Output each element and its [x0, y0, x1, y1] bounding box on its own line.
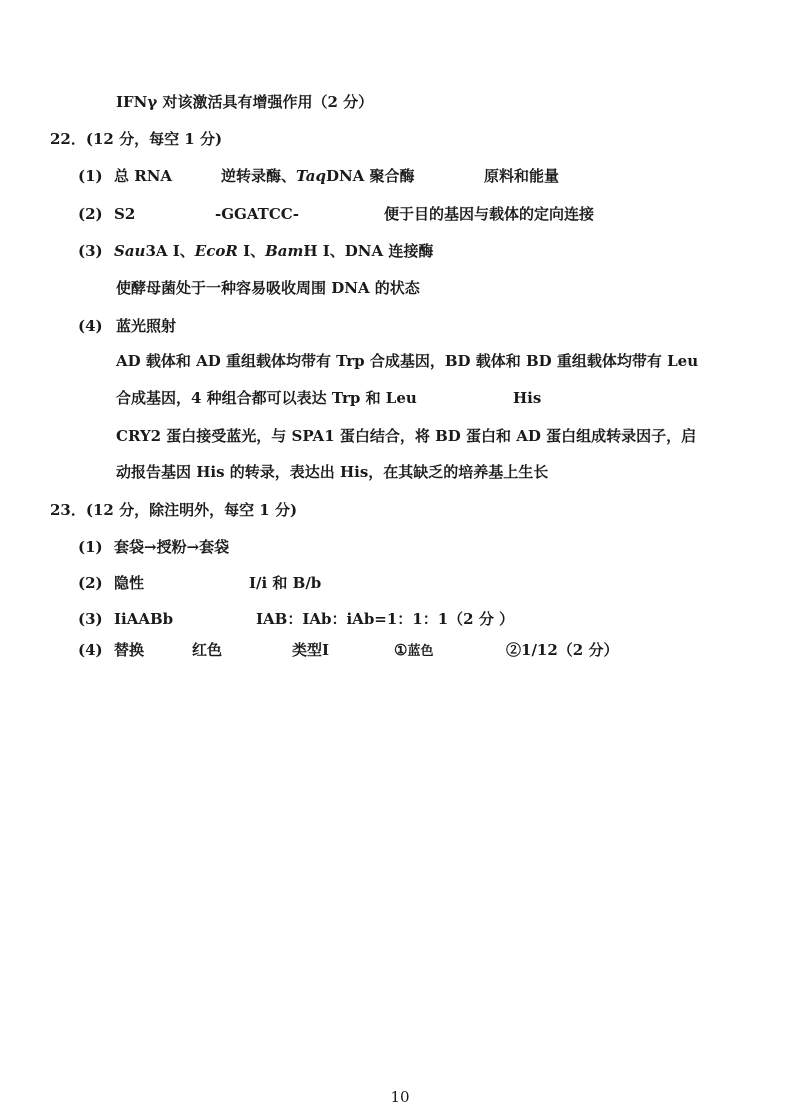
q22-p1-answer-c [484, 166, 559, 186]
q23-p4-answer-b [192, 640, 222, 660]
q22-p2-answer-c [384, 204, 594, 224]
q22-header [50, 129, 222, 149]
q23-p3-b-text: IAB：IAb：iAb=1：1：1（2 分 ） [256, 610, 515, 628]
q22-p4-line5 [116, 462, 548, 482]
q22-p4-line2-text: AD 载体和 AD 重组载体均带有 Trp 合成基因，BD 载体和 BD 重组载体均带有 Leu [116, 352, 699, 370]
q23-p4-c-text: 类型I [292, 641, 330, 659]
q23-p4-e-text: 1/12（2 分） [521, 641, 619, 659]
q22-p1-a-text: 总 RNA [114, 167, 173, 185]
q22-p3-enzyme-ecor-suffix: I、 [237, 242, 266, 260]
q23-p4-a-text: 替换 [114, 641, 145, 659]
q22-p2-label-text: (2) [78, 205, 103, 223]
q22-p1-label-text: (1) [78, 167, 103, 185]
q22-p4-line3-text: 合成基因，4 种组合都可以表达 Trp 和 Leu [116, 389, 417, 407]
q23-p4-answer-c [292, 640, 329, 660]
q23-p1-label [78, 537, 103, 557]
q23-p3-answer-b [256, 609, 514, 629]
q23-p1-label-text: (1) [78, 538, 103, 556]
q23-p2-a-text: 隐性 [114, 574, 145, 592]
q23-header-text: 23．(12 分，除注明外，每空 1 分) [50, 501, 298, 519]
q23-p2-answer-b [249, 573, 321, 593]
q22-p2-c-text: 便于目的基因与载体的定向连接 [384, 205, 595, 223]
q22-p4-a-text: 蓝光照射 [116, 317, 177, 335]
q23-p4-label [78, 640, 103, 660]
q22-p1-b-post: DNA 聚合酶 [325, 167, 415, 185]
q23-p4-answer-e [506, 640, 618, 660]
q22-p2-answer-b [215, 204, 299, 224]
q23-p3-a-text: IiAABb [114, 610, 174, 628]
q22-p1-c-text: 原料和能量 [484, 167, 560, 185]
q22-p4-line4-text: CRY2 蛋白接受蓝光，与 SPA1 蛋白结合，将 BD 蛋白和 AD 蛋白组成转录因子，启 [116, 427, 697, 445]
q22-p2-b-text: -GGATCC- [215, 205, 299, 223]
q22-p4-line3 [116, 388, 417, 408]
q23-p3-label [78, 609, 103, 629]
q23-p4-e-mark: ② [506, 641, 522, 659]
q22-p1-b-pre: 逆转录酶、 [221, 167, 297, 185]
page-number [0, 1088, 800, 1106]
q23-p2-label [78, 573, 103, 593]
q22-p2-answer-a [114, 204, 135, 224]
q23-p1-a-text: 套袋→授粉→套袋 [114, 538, 230, 556]
q22-p4-label-text: (4) [78, 317, 103, 335]
q22-p4-label [78, 316, 103, 336]
q23-p4-b-text: 红色 [192, 641, 223, 659]
q22-p1-answer-a [114, 166, 172, 186]
q22-p1-answer-b [221, 166, 415, 186]
q22-p4-line3b [513, 388, 541, 408]
q23-p4-d-text: 蓝色 [407, 644, 434, 659]
q22-p4-line2 [116, 351, 698, 371]
q23-p4-answer-d [394, 640, 433, 662]
q23-header [50, 500, 297, 520]
q23-p3-label-text: (3) [78, 610, 103, 628]
q22-p4-line5-text: 动报告基因 His 的转录，表达出 His，在其缺乏的培养基上生长 [116, 463, 549, 481]
q22-p2-a-text: S2 [114, 205, 136, 223]
page-number-text: 10 [390, 1088, 410, 1106]
q23-p4-answer-a [114, 640, 144, 660]
q22-p3-label-text: (3) [78, 242, 103, 260]
q22-p2-label [78, 204, 103, 224]
q23-p4-label-text: (4) [78, 641, 103, 659]
q23-p4-d-mark: ① [394, 641, 408, 659]
q22-p3-enzyme-bam-suffix: H I、DNA 连接酶 [303, 242, 434, 260]
q22-p3-enzyme-bam: Bam [265, 242, 304, 260]
q23-p2-b-text: I/i 和 B/b [249, 574, 322, 592]
q22-header-text: 22．(12 分，每空 1 分) [50, 130, 223, 148]
q22-p3-enzyme-sau: Sau [114, 242, 146, 260]
q22-p3-label [78, 241, 103, 261]
q22-p3-line2 [116, 278, 420, 298]
q22-p3-line2-text: 使酵母菌处于一种容易吸收周围 DNA 的状态 [116, 279, 420, 297]
intro-line [116, 92, 373, 112]
q23-p2-answer-a [114, 573, 144, 593]
q22-p4-line3b-text: His [513, 389, 542, 407]
q22-p3-enzyme-ecor: EcoR [194, 242, 238, 260]
q22-p1-b-italic: Taq [296, 167, 326, 185]
q23-p1-answer-a [114, 537, 229, 557]
q22-p4-answer-a [116, 316, 176, 336]
q22-p3-enzymes [114, 241, 433, 261]
intro-text: IFNγ 对该激活具有增强作用（2 分） [116, 93, 374, 111]
q22-p4-line4 [116, 426, 696, 446]
q23-p2-label-text: (2) [78, 574, 103, 592]
q23-p3-answer-a [114, 609, 173, 629]
q22-p3-enzyme-sau-suffix: 3A I、 [145, 242, 195, 260]
q22-p1-label [78, 166, 103, 186]
